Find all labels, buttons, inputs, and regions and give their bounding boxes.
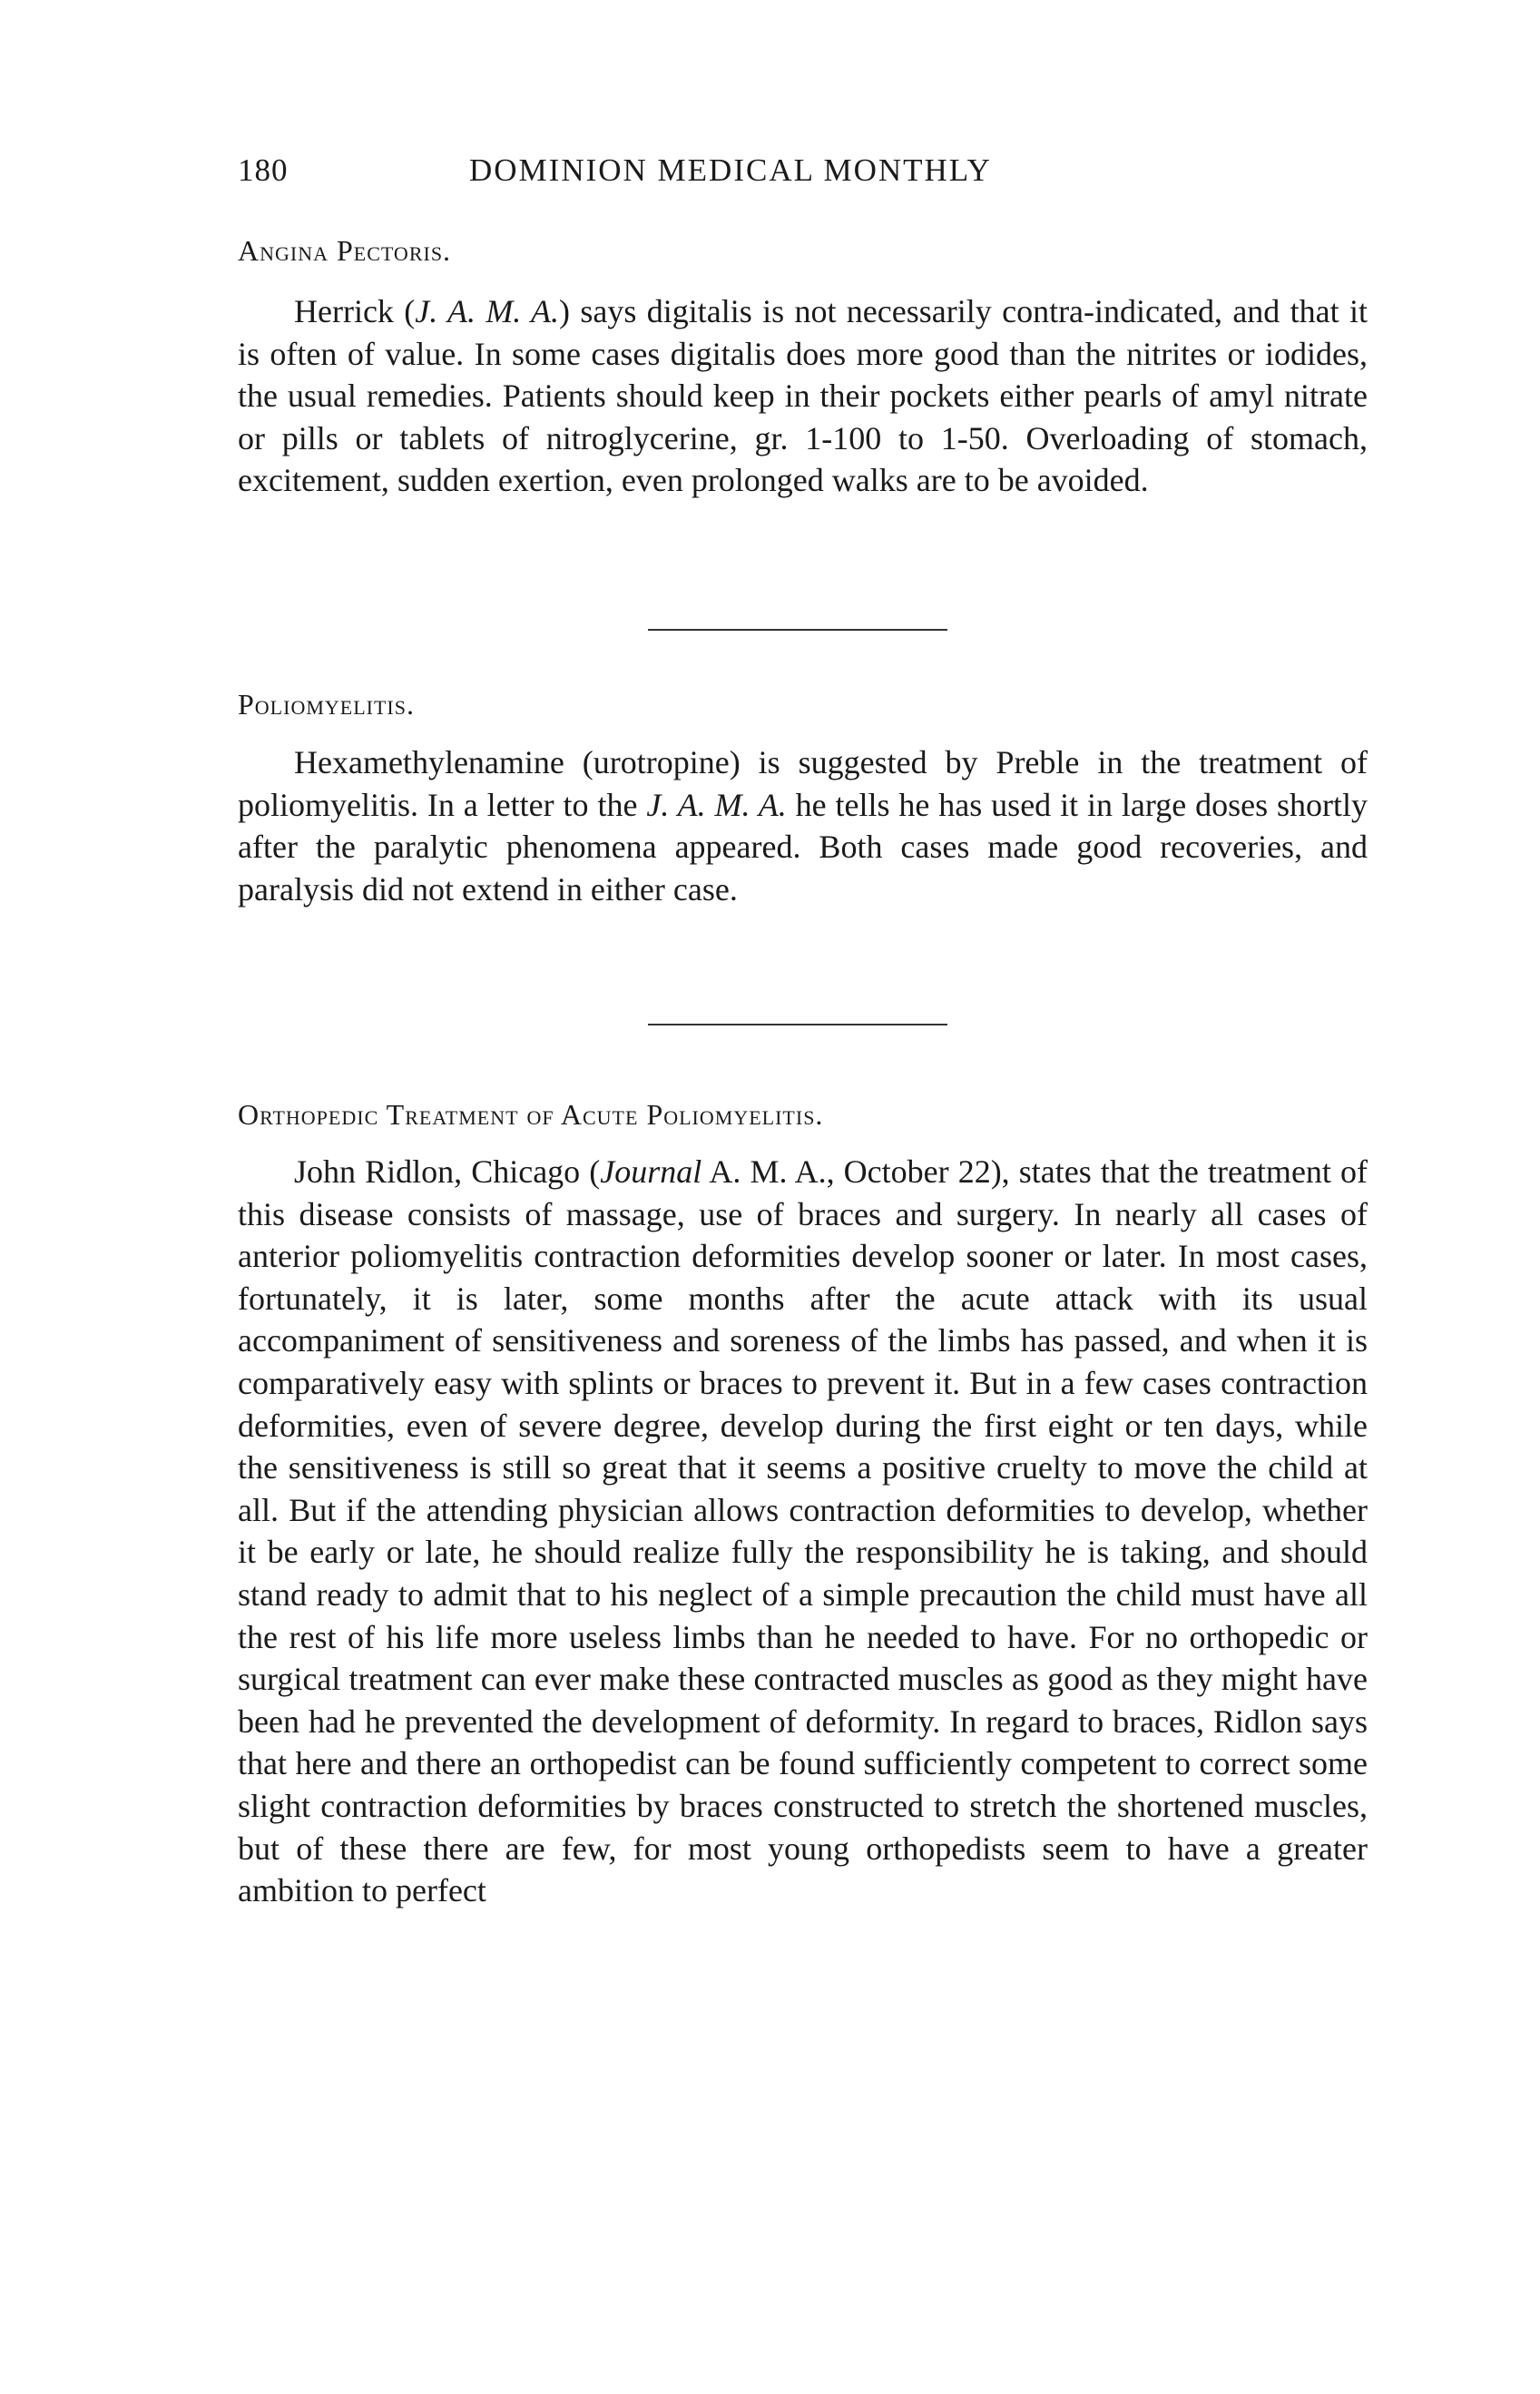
paragraph-angina: Herrick (J. A. M. A.) says digitalis is not necessarily contra-indicated, and that it is often of value. In some cases digitalis does more good than the nitrites or iodides, the usual remedies. Patients should keep in their pockets either pearls of amyl nitrate or pills or tablets of nitroglycerine, gr. 1-100 to 1-50. Overloading of stomach, excitement, sudden exertion, even prolonged walks are to be avoided. — [238, 293, 1368, 499]
section-divider — [648, 1024, 947, 1025]
paragraph-orthopedic: John Ridlon, Chicago (Journal A. M. A., October 22), states that the treatment of this disease consists of massage, use of braces and surgery. In nearly all cases of anterior poliomyelitis contraction deformities develop sooner or later. In most cases, fortunately, it is later, some months after the acute attack with its usual accompaniment of sensitiveness and soreness of the limbs has passed, and when it is comparatively easy with splints or braces to prevent it. But in a few cases contraction deformities, even of severe degree, develop during the first eight or ten days, while the sensitiveness is still so great that it seems a positive cruelty to move the child at all. But if the attending physician allows contraction deformities to develop, whether it be early or late, he should realize fully the responsibility he is taking, and should stand ready to admit that to his neglect of a simple precaution the child must have all the rest of his life more useless limbs than he needed to have. For no orthopedic or surgical treatment can ever make these contracted muscles as good as they might have been had he prevented the development of deformity. In regard to braces, Ridlon says that here and there an orthopedist can be found sufficiently competent to correct some slight contraction deformities by braces constructed to stretch the shortened muscles, but of these there are few, for most young orthopedists seem to have a greater ambition to perfect — [238, 1153, 1368, 1909]
section-title-angina: Angina Pectoris. — [238, 234, 452, 267]
section-divider — [648, 629, 947, 631]
section-title-orthopedic: Orthopedic Treatment of Acute Poliomyelitis. — [238, 1098, 824, 1131]
running-header — [238, 152, 1109, 203]
page-number: 180 — [238, 152, 289, 188]
journal-title: DOMINION MEDICAL MONTHLY — [469, 152, 992, 188]
paragraph-poliomyelitis: Hexamethylenamine (urotropine) is suggested by Preble in the treatment of poliomyelitis. In a letter to the J. A. M. A. he tells he has used it in large doses shortly after the paralytic phenomena appeared. Both cases made good recoveries, and paralysis did not extend in either case. — [238, 744, 1368, 908]
section-title-poliomyelitis: Poliomyelitis. — [238, 688, 415, 721]
